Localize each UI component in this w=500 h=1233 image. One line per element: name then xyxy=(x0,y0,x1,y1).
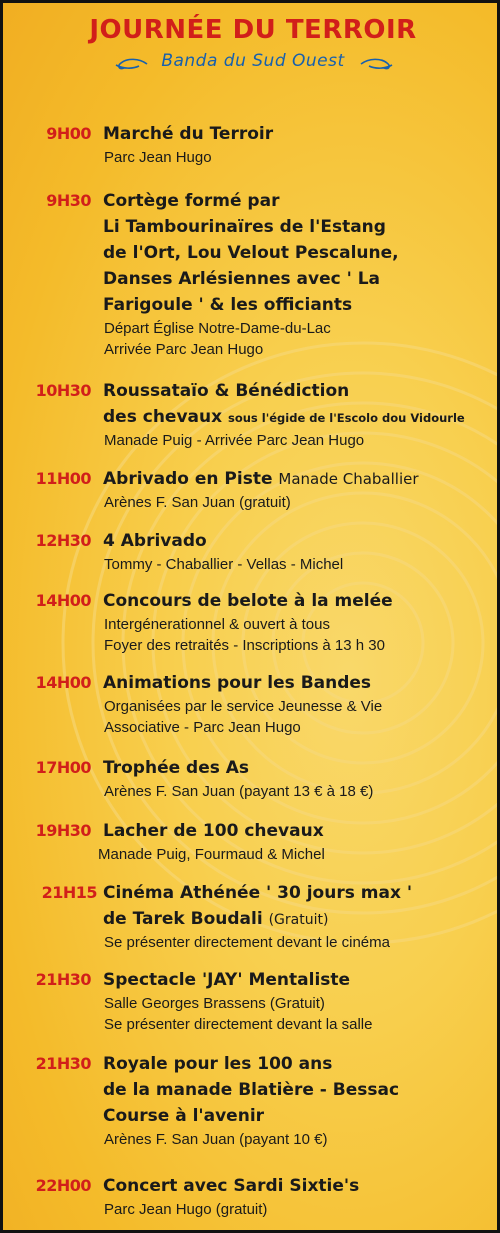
event-detail: Parc Jean Hugo (gratuit) xyxy=(104,1201,268,1218)
flourish-right-icon xyxy=(359,57,395,71)
event-title: Course à l'avenir xyxy=(103,1106,265,1126)
event-title: de Tarek Boudali xyxy=(103,909,263,929)
flourish-left-icon xyxy=(113,57,149,71)
event-time: 22H00 xyxy=(35,1176,91,1195)
event-title: Trophée des As xyxy=(103,758,250,778)
event-title: Concours de belote à la melée xyxy=(103,591,393,611)
event-title-line xyxy=(103,466,419,492)
event-detail: Se présenter directement devant la salle xyxy=(104,1016,373,1033)
subtitle: Banda du Sud Ouest xyxy=(161,51,345,71)
event-title: des chevaux xyxy=(103,407,223,427)
event-detail: Arènes F. San Juan (payant 13 € à 18 €) xyxy=(104,783,374,800)
event-time: 11H00 xyxy=(35,469,91,488)
event-detail: Départ Église Notre-Dame-du-Lac xyxy=(104,320,331,337)
event-title: Marché du Terroir xyxy=(103,124,274,144)
event-detail: Manade Puig, Fourmaud & Michel xyxy=(98,846,325,863)
event-detail: Intergénerationnel & ouvert à tous xyxy=(104,616,330,633)
event-title: Lacher de 100 chevaux xyxy=(103,821,324,841)
event-detail: Manade Puig - Arrivée Parc Jean Hugo xyxy=(104,432,365,449)
event-title: Farigoule ' & les officiants xyxy=(103,295,353,315)
event-title-suffix: sous l'égide de l'Escolo dou Vidourle xyxy=(228,411,465,425)
event-time: 17H00 xyxy=(35,758,91,777)
event-title: Cinéma Athénée ' 30 jours max ' xyxy=(103,883,413,903)
event-title: Cortège formé par xyxy=(103,191,280,211)
event-detail: Arrivée Parc Jean Hugo xyxy=(104,341,264,358)
event-title: de la manade Blatière - Bessac xyxy=(103,1080,400,1100)
event-time: 21H30 xyxy=(35,970,91,989)
event-title-line xyxy=(103,906,328,933)
event-title: Concert avec Sardi Sixtie's xyxy=(103,1176,360,1196)
event-detail: Arènes F. San Juan (payant 10 €) xyxy=(104,1131,328,1148)
event-time: 21H15 xyxy=(41,883,97,902)
event-detail: Parc Jean Hugo xyxy=(104,149,212,166)
event-title: Li Tambourinaïres de l'Estang xyxy=(103,217,386,237)
event-title: de l'Ort, Lou Velout Pescalune, xyxy=(103,243,399,263)
event-title: Royale pour les 100 ans xyxy=(103,1054,333,1074)
event-time: 14H00 xyxy=(35,673,91,692)
event-title-line xyxy=(103,404,465,431)
event-title: 4 Abrivado xyxy=(103,531,207,551)
event-time: 14H00 xyxy=(35,591,91,610)
event-title: Danses Arlésiennes avec ' La xyxy=(103,269,381,289)
event-title: Roussataïo & Bénédiction xyxy=(103,381,350,401)
event-time: 9H30 xyxy=(46,191,91,210)
event-time: 10H30 xyxy=(35,381,91,400)
event-detail: Associative - Parc Jean Hugo xyxy=(104,719,301,736)
event-detail: Arènes F. San Juan (gratuit) xyxy=(104,494,291,511)
event-time: 9H00 xyxy=(46,124,91,143)
event-detail: Se présenter directement devant le cinéma xyxy=(104,934,390,951)
event-title: Spectacle 'JAY' Mentaliste xyxy=(103,970,351,990)
event-detail: Organisées par le service Jeunesse & Vie xyxy=(104,698,383,715)
event-time: 21H30 xyxy=(35,1054,91,1073)
page-title: JOURNÉE DU TERROIR xyxy=(89,15,417,45)
event-time: 19H30 xyxy=(35,821,91,840)
event-title: Animations pour les Bandes xyxy=(103,673,372,693)
event-detail: Salle Georges Brassens (Gratuit) xyxy=(104,995,325,1012)
event-time: 12H30 xyxy=(35,531,91,550)
event-detail: Foyer des retraités - Inscriptions à 13 h 30 xyxy=(104,637,385,654)
event-title-suffix: Manade Chaballier xyxy=(278,470,419,488)
subtitle-row xyxy=(3,51,500,77)
event-detail: Tommy - Chaballier - Vellas - Michel xyxy=(104,556,344,573)
event-title: Abrivado en Piste xyxy=(103,469,273,489)
event-title-suffix: (Gratuit) xyxy=(268,912,329,928)
